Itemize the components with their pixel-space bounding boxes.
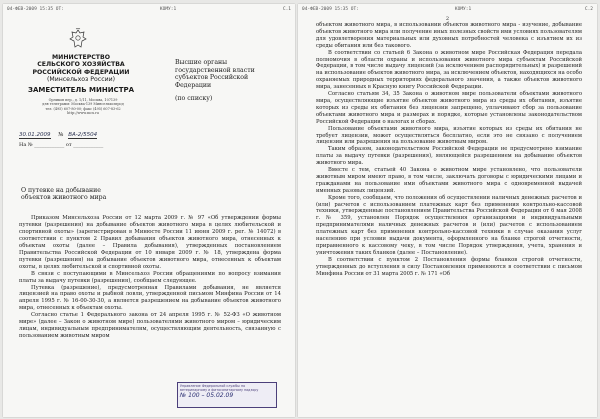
addressee-line: Федерации [175, 81, 212, 89]
body-paragraph: объектом животного мира, в использовании объектов животного мира - изучение, добывание объектов животного мира или получение иных полезных свойств ими условиях пользователям для удовлетворения материальных или духовных потребностей человека с изъятием их из среды обитания или без такового. [316, 22, 582, 49]
registration-line [19, 132, 149, 139]
ministry-short-name: (Минсельхоз России) [46, 76, 116, 84]
ministry-name-line: РОССИЙСКОЙ ФЕДЕРАЦИИ [32, 68, 130, 76]
addressee-block [175, 59, 285, 103]
fax-page: С.2 [584, 6, 593, 12]
coat-of-arms-emblem [69, 28, 87, 50]
body-paragraph: Кроме того, сообщаем, что положения об осуществлении наличных денежных расчетов и (или) расчетов с использованием платежных карт без применения контрольно-кассовой техники, утвержденные постановлением Правительства Российской Федерации от 6 мая 2008 г. № 359, установлен Порядок осуществления организациями и индивидуальными предпринимателями наличных денежных расчетов и (или) расчетов с использованием платежных карт без применения контрольно-кассовой техники в случае оказания услуг населению при условии выдачи документа, оформленного на бланке строгой отчетности, приравненного к кассовому чеку, в том числе Порядок утверждения, учета, хранения и уничтожения таких бланков (далее – Постановление). [316, 194, 582, 256]
registration-number-label: № [58, 132, 64, 138]
letter-page-2 [298, 4, 597, 417]
body-paragraph: В связи с поступающими в Минсельхоз России обращениями по вопросу взимания платы за выдачу путевки (разрешения), сообщаем следующее. [19, 270, 281, 284]
stamp-line: Управление Федеральной службы по [180, 384, 246, 388]
body-paragraph: Согласно статье 1 Федерального закона от 24 апреля 1995 г. № 52-ФЗ «О животном мире» (далее – Закон о животном мире) пользователями животного миром – юридическим лицам, индивидуальным предпринимателям, осуществляющим деятельность, связанную с пользованием животным миром [19, 312, 281, 340]
ministry-name-line: МИНИСТЕРСТВО [52, 54, 110, 61]
address-line: Орликов пер., д. 1/11, Москва, 107139 [48, 98, 118, 102]
letter-page-1 [3, 4, 295, 417]
body-paragraph: В соответствии с пунктом 2 Постановления формы бланков строгой отчетности, утвержденных до вступления в силу Постановления применяются в соответствии с письмом Минфина России от 31 марта 2005 г. № 171 «Об [316, 256, 582, 277]
receipt-stamp [177, 382, 277, 408]
body-paragraph: Приказом Минсельхоза России от 12 марта 2009 г. № 97 «Об утверждении формы путевки (разрешения) на добывание объектов животного мира в целях любительской и спортивной охоты» (зарегистрирован в Минюсте России 11 июня 2009 г. рег. № 14072) в соответствии с пунктом 2 Правил добывания объектов животного мира, отнесенных к объектам охоты (далее – Правила добывания), утвержденных постановлением Правительства Российской Федерации от 10 января 2009 г. № 18, утверждена форма путевки (разрешения) на добывание объектов животного мира, отнесенных к объектам охоты, в целях любительской и спортивной охоты. [19, 215, 281, 270]
body-paragraph: Согласно статьям 34, 35 Закона о животном мире пользователи объектами животного мира, осуществляющие изъятие объектов животного мира из среды их обитания, изъятие которых из среды их обитания без лицензии запрещено, уплачивают сбор за пользование объектами животного мира и размерах и порядке, которые установлены законодательством Российской Федерации о налогах и сборах. [316, 91, 582, 125]
address-line: http://www.mcx.ru [67, 111, 99, 116]
body-paragraph: Таким образом, законодательством Российской Федерации не предусмотрено взимание платы за выдачу путевки (разрешения), являющейся разрешением на добывание объектов животного мира. [316, 146, 582, 167]
ministry-name-block [17, 54, 145, 84]
subject-line: объектов животного мира [21, 194, 107, 202]
stamp-line: ветеринарному и фитосанитарному надзору [180, 388, 259, 392]
fax-recipient: КОМУ:1 [159, 6, 177, 12]
ministry-name-line: СЕЛЬСКОГО ХОЗЯЙСТВА [37, 61, 125, 69]
ministry-address [33, 98, 133, 116]
fax-page: С.1 [282, 6, 291, 12]
page-number: 2 [445, 16, 450, 22]
reference-line: На № ____________ от ____________ [19, 142, 104, 148]
body-paragraph: Путевка (разрешение), предусмотренная Правилами добывания, не является лицензией на право охоты и рыбной ловли, утвержденной письмом Минфина России от 14 апреля 1995 г. № 16-00-30-30, а является разрешением на добывание объектов животного мира, отнесенных к объектам охоты. [19, 284, 281, 312]
addressee-list-note: (по списку) [175, 95, 213, 103]
addressee-line: Высшие органы [175, 59, 228, 66]
fax-datetime: 04-ФЕВ-2009 15:35 ОТ: [302, 6, 359, 12]
registration-date: 30.01.2009 [19, 132, 51, 138]
letter-body [19, 215, 281, 340]
body-paragraph: Вместе с тем, статьей 40 Закона о животном мире установлено, что пользователи животным миром имеют право, в том числе, заключать договоры с юридическими лицами и гражданами на пользование ими объектами животного мира с одновременной выдачей именных разовых лицензий. [316, 167, 582, 194]
stamp-handwritten-number: № 100 – 05.02.09 [180, 392, 234, 399]
letter-body-continued [316, 22, 582, 278]
addressee-line: государственной власти [175, 66, 255, 74]
letter-subject [21, 187, 141, 202]
address-line: для телеграмм: Москва-139 Минсельхозпрод [42, 102, 124, 107]
subject-line: О путевке на добывание [21, 187, 101, 194]
body-paragraph: В соответствии со статьей 6 Закона о животном мире Российская Федерация передала полномочия в области охраны и использования животного мира субъектам Российской Федерации, в том числе выдачу лицензий (за исключением распорядительных) и разрешений на использование объектов животного мира, за исключением объектов, находящихся на особо охраняемых природных территориях федерального значения, а также объектов животного мира, занесенных в Красную книгу Российской Федерации. [316, 49, 582, 91]
fax-datetime: 04-ФЕВ-2009 15:35 ОТ: [7, 6, 64, 12]
fax-recipient: КОМУ:1 [454, 6, 472, 12]
fax-header [302, 4, 593, 14]
address-line: тел. (495) 607-80-00; факс (495) 607-83-62 [45, 106, 121, 111]
position-title: ЗАМЕСТИТЕЛЬ МИНИСТРА [27, 86, 135, 94]
registration-number: ВА-2/5504 [68, 132, 98, 138]
addressee-line: субъектов Российской [175, 74, 249, 82]
fax-header [7, 4, 291, 14]
body-paragraph: Пользование объектами животного мира, изъятие которых из среды их обитания не требует лицензии, может осуществляться бесплатно, если это не связано с получением лицензии или разрешения на пользование животным миром. [316, 125, 582, 146]
